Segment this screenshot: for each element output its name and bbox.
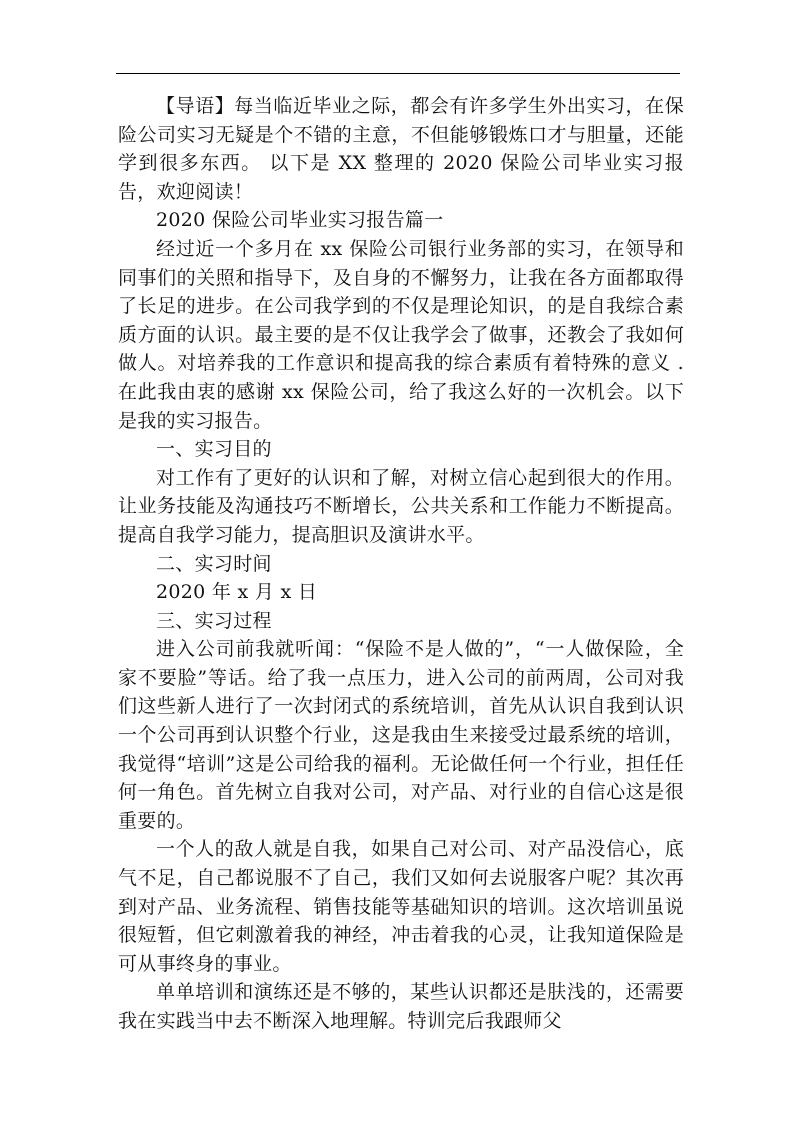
document-body — [118, 92, 684, 1036]
intro-paragraph: 【导语】每当临近毕业之际，都会有许多学生外出实习，在保险公司实习无疑是个不错的主意，不但能够锻炼口才与胆量，还能学到很多东西。 以下是 XX 整理的 2020 保险公司毕业实习报告，欢迎阅读！ — [118, 95, 684, 203]
heading-process: 三、实习过程 — [156, 609, 272, 632]
heading-purpose: 一、实习目的 — [156, 438, 272, 461]
body-paragraph: 单单培训和演练还是不够的，某些认识都还是肤浅的，还需要我在实践当中去不断深入地理解。特训完后我跟师父 — [118, 981, 684, 1032]
header-rule — [116, 73, 680, 74]
body-paragraph: 经过近一个多月在 xx 保险公司银行业务部的实习，在领导和同事们的关照和指导下，及自身的不懈努力，让我在各方面都取得了长足的进步。在公司我学到的不仅是理论知识，的是自我综合素质方面的认识。最主要的是不仅让我学会了做事，还教会了我如何做人。对培养我的工作意识和提高我的综合素质有着特殊的意义 .在此我由衷的感谢 xx 保险公司，给了我这么好的一次机会。以下是我的实习报告。 — [118, 237, 684, 432]
heading-time: 二、实习时间 — [156, 552, 272, 575]
body-paragraph: 对工作有了更好的认识和了解，对树立信心起到很大的作用。让业务技能及沟通技巧不断增长，公共关系和工作能力不断提高。提高自我学习能力，提高胆识及演讲水平。 — [118, 466, 684, 546]
section-title: 2020 保险公司毕业实习报告篇一 — [156, 209, 444, 232]
date-line: 2020 年 x 月 x 日 — [156, 581, 318, 604]
body-paragraph: 一个人的敌人就是自我，如果自己对公司、对产品没信心，底气不足，自己都说服不了自己，我们又如何去说服客户呢？其次再到对产品、业务流程、销售技能等基础知识的培训。这次培训虽说很短暂，但它刺激着我的神经，冲击着我的心灵，让我知道保险是可从事终身的事业。 — [118, 838, 684, 975]
body-paragraph: 进入公司前我就听闻：“保险不是人做的”，“一人做保险，全家不要脸”等话。给了我一点压力，进入公司的前两周，公司对我们这些新人进行了一次封闭式的系统培训，首先从认识自我到认识一个公司再到认识整个行业，这是我由生来接受过最系统的培训，我觉得“培训”这是公司给我的福利。无论做任何一个行业，担任任何一角色。首先树立自我对公司，对产品、对行业的自信心这是很重要的。 — [118, 638, 684, 832]
